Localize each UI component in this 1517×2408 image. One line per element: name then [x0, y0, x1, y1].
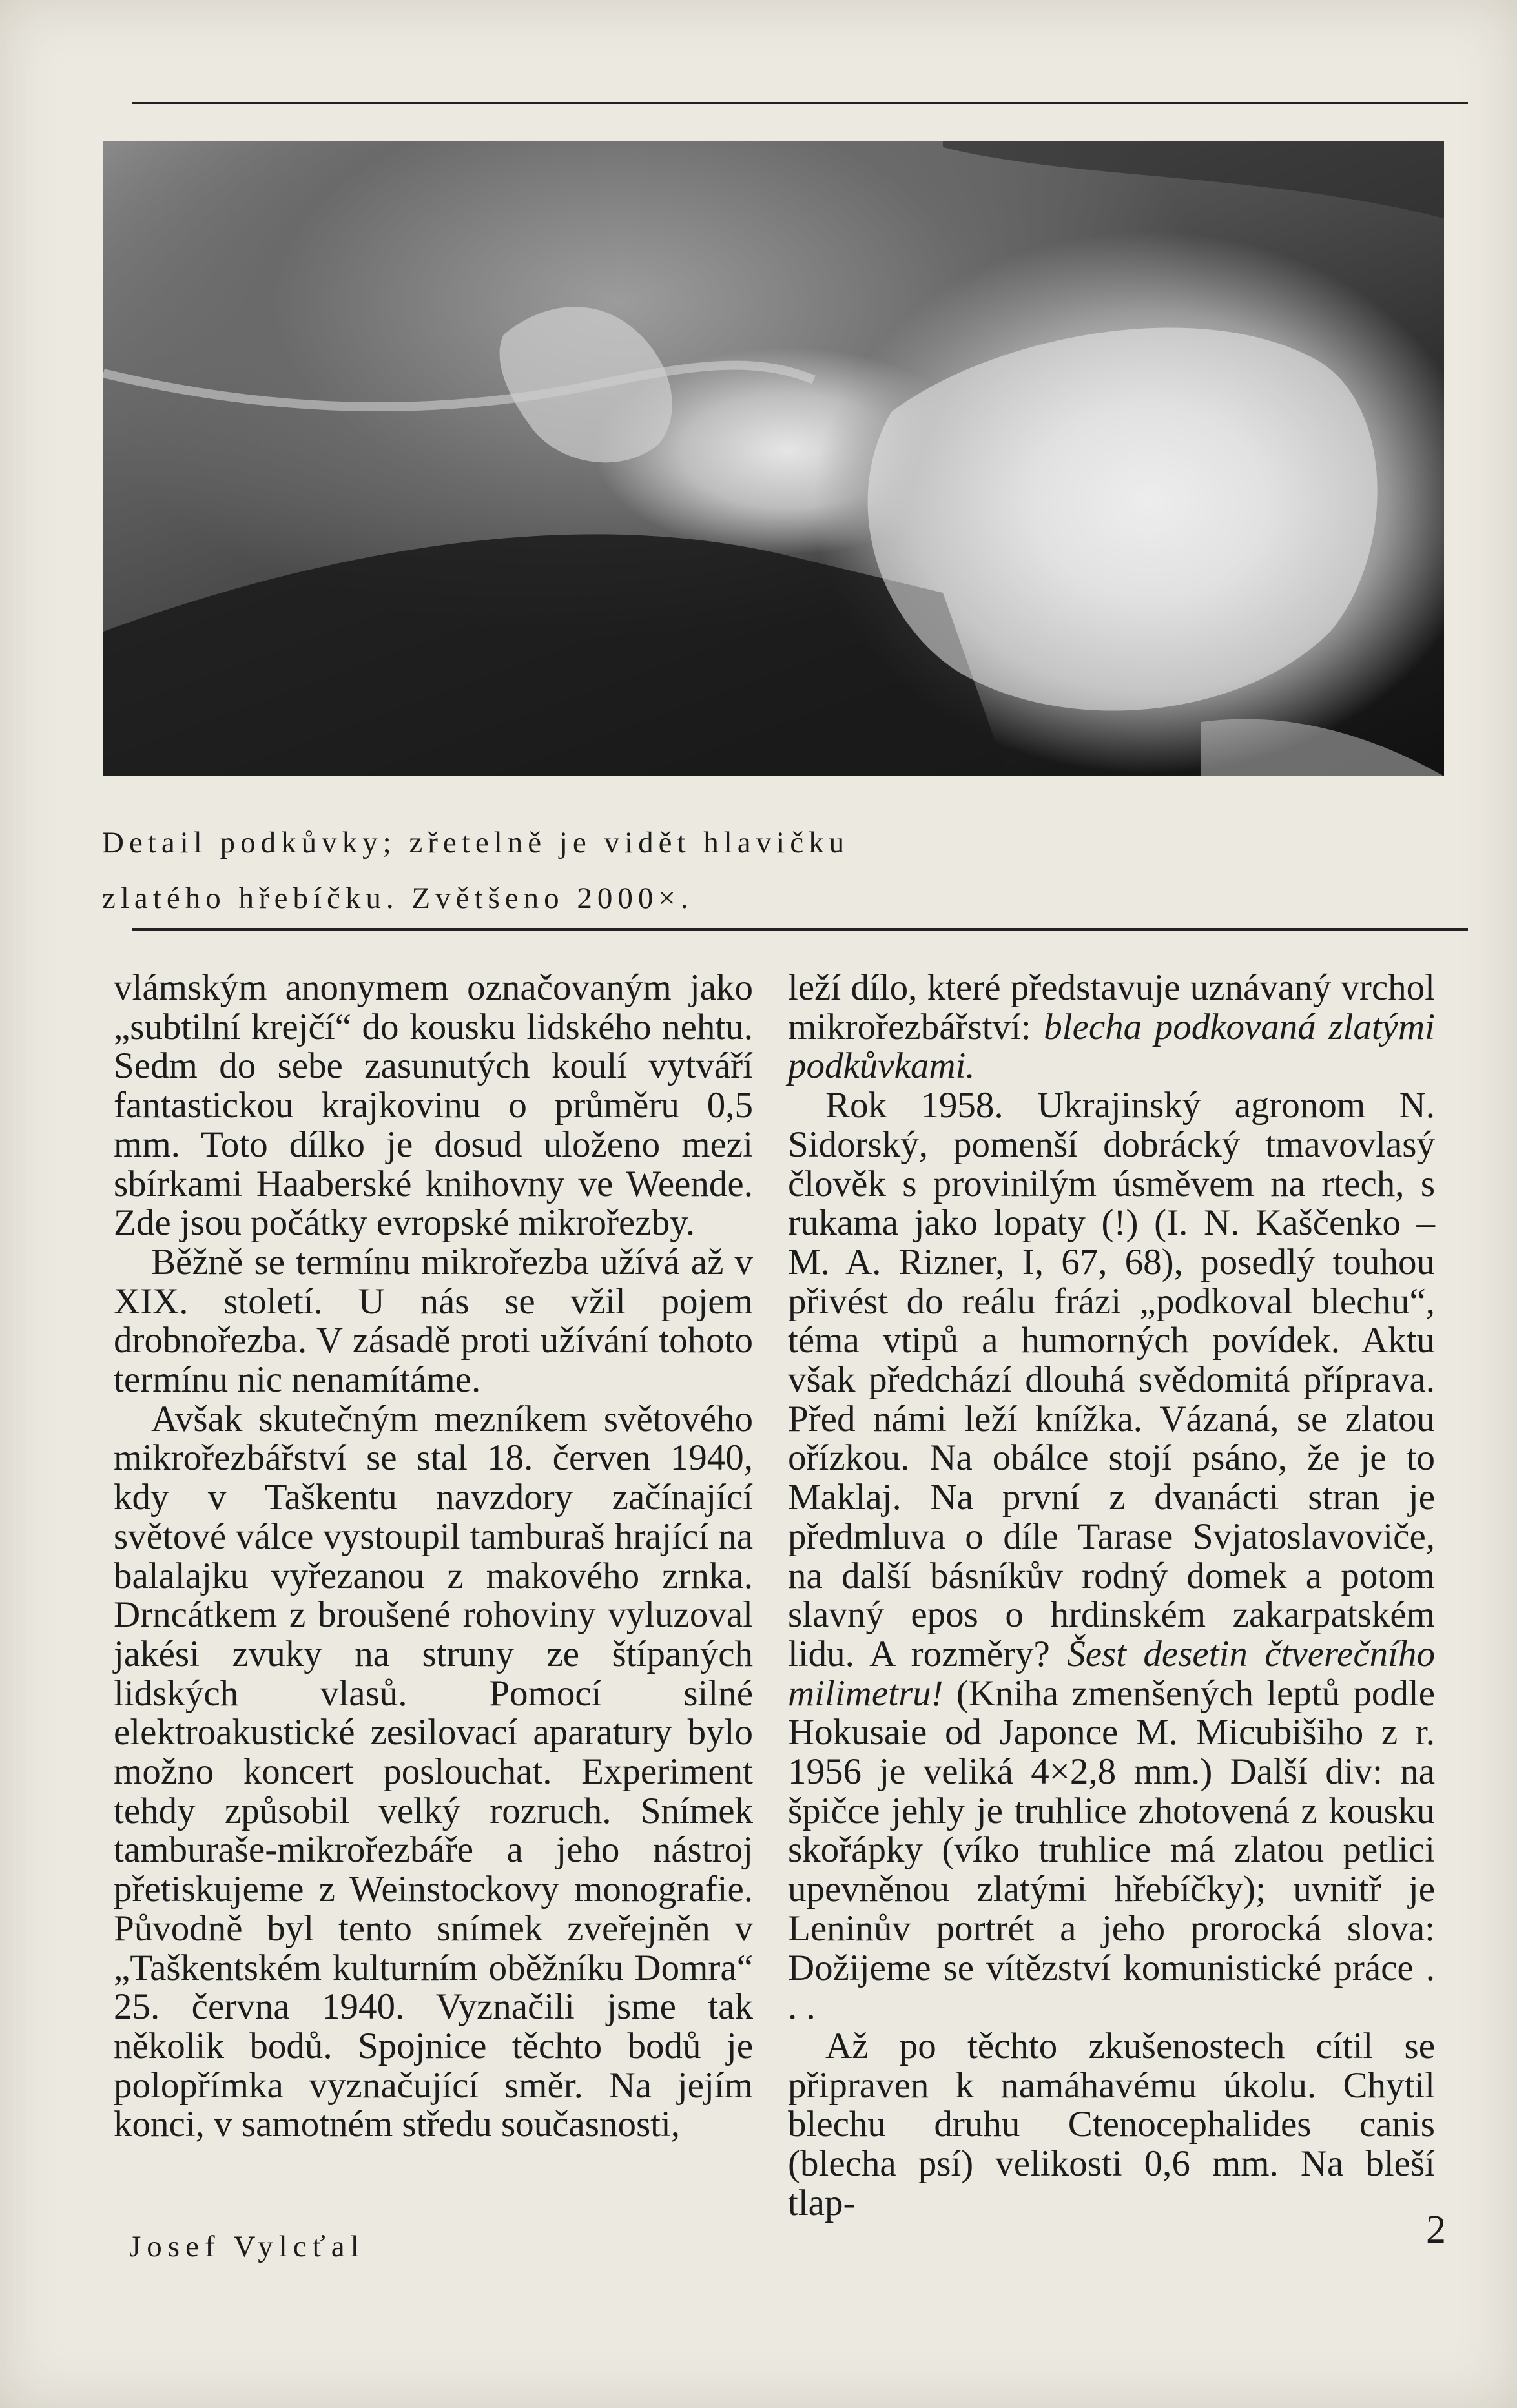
right-paragraph-3: Až po těchto zkušenostech cítil se připraven k namáhavému úkolu. Chytil blechu druhu Ctenocephalides canis (blecha psí) velikosti 0,6 mm. Na bleší tlap-: [788, 2025, 1435, 2223]
caption-line-2: zlatého hřebíčku. Zvětšeno 2000×.: [102, 881, 694, 915]
right-column: [788, 969, 1435, 2223]
left-paragraph-2: Běžně se termínu mikrořezba užívá až v XIX. století. U nás se vžil pojem drobnořezba. V zásadě proti užívání tohoto termínu nic nenamítáme.: [114, 1241, 753, 1401]
right-paragraph-2: [788, 1086, 1435, 2027]
right-paragraph-2-text-a: Rok 1958. Ukrajinský agronom N. Sidorský, pomenší dobrácký tmavovlasý člověk s provinilým úsměvem na rtech, s rukama jako lopaty (!) (I. N. Kaščenko – M. A. Rizner, I, 67, 68), posedlý touhou přivést do reálu frázi „podkoval blechu“, téma vtipů a humorných povídek. Aktu však předchází dlouhá svědomitá příprava. Před námi leží knížka. Vázaná, se zlatou ořízkou. Na obálce stojí psáno, že je to Maklaj. Na první z dvanácti stran je předmluva o díle Tarase Svjatoslavoviče, na další básníkův rodný domek a potom slavný epos o hrdinském zakarpatském lidu. A rozměry?: [788, 1085, 1435, 1674]
right-paragraph-1: [788, 969, 1435, 1086]
author-name: Josef Vylcťal: [129, 2230, 365, 2263]
top-rule: [132, 102, 1468, 104]
right-paragraph-2-text-b: (Kniha zmenšených leptů podle Hokusaie od Japonce M. Micubišiho z r. 1956 je veliká 4×2,8 mm.) Další div: na špičce jehly je truhlice zhotovená z kousku skořápky (víko truhlice má zlatou petlici upevněnou zlatými hřebíčky); uvnitř je Leninův portrét a jeho prorocká slova: Dožijeme se vítězství komunistické práce . . .: [788, 1672, 1435, 2028]
right-paragraph-1-emphasis: blecha podkovaná zlatými podkůvkami.: [788, 1006, 1435, 1087]
left-paragraph-3: Avšak skutečným mezníkem světového mikrořezbářství se stal 18. červen 1940, kdy v Taškentu navzdory začínající světové válce vystoupil tamburaš hrající na balalajku vyřezanou z makového zrnka. Drncátkem z broušené rohoviny vyluzoval jakési zvuky na struny ze štípaných lidských vlasů. Pomocí silné elektroakustické zesilovací aparatury bylo možno koncert poslouchat. Experiment tehdy způsobil velký rozruch. Snímek tamburaše-mikrořezbáře a jeho nástroj přetiskujeme z Weinstockovy monografie. Původně byl tento snímek zveřejněn v „Taškentském kulturním oběžníku Domra“ 25. června 1940. Vyznačili jsme tak několik bodů. Spojnice těchto bodů je polopřímka vyznačující směr. Na jejím konci, v samotném středu současnosti,: [114, 1398, 753, 2145]
page-number: 2: [1426, 2208, 1446, 2252]
caption-rule: [132, 928, 1468, 931]
micrograph-image-icon: [103, 141, 1444, 776]
right-paragraph-1-text: leží dílo, které představuje uznávaný vrchol mikrořezbářství:: [788, 967, 1435, 1047]
left-paragraph-1: vlámským anonymem označovaným jako „subtilní krejčí“ do kousku lidského nehtu. Sedm do sebe zasunutých koulí vytváří fantastickou krajkovinu o průměru 0,5 mm. Toto dílko je dosud uloženo mezi sbírkami Haaberské knihovny ve Weende. Zde jsou počátky evropské mikrořezby.: [114, 967, 753, 1244]
left-column: [114, 969, 753, 2145]
micrograph-photo: [103, 141, 1444, 776]
figure-caption: [102, 815, 1458, 926]
caption-line-1: Detail podkůvky; zřetelně je vidět hlavičku: [102, 826, 850, 859]
right-paragraph-2-emphasis: Šest desetin čtverečního milimetru!: [788, 1633, 1435, 1714]
